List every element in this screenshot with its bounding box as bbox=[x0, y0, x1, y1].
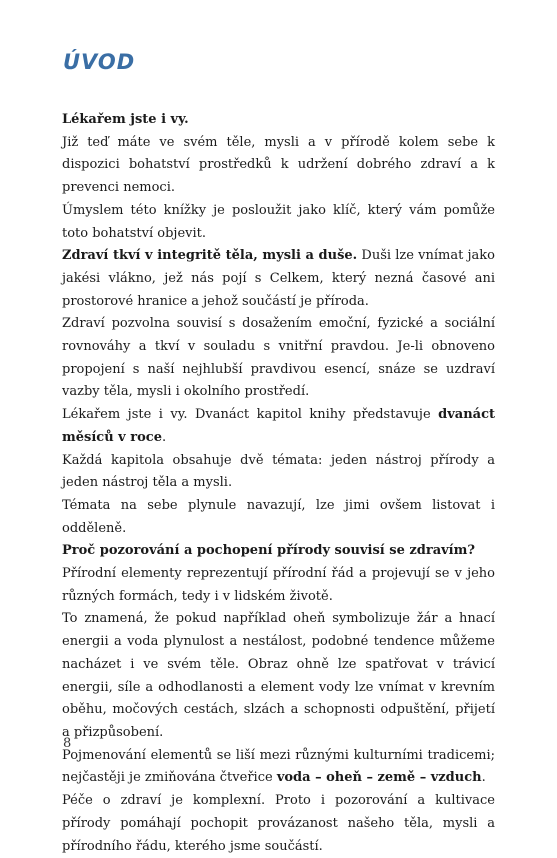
paragraph: Lékařem jste i vy. bbox=[62, 112, 189, 127]
paragraph: Již teď máte ve svém těle, mysli a v přírodě kolem sebe k dispozici bohatství prostředků k udržení dobrého zdraví a k prevenci nemoci. bbox=[62, 134, 495, 196]
paragraph: Zdraví tkví v integritě těla, mysli a duše. Duši lze vnímat jako jakési vlákno, jež nás pojí s Celkem, který nezná časové ani prostorové hranice a jehož součástí je příroda. bbox=[62, 248, 496, 309]
paragraph: Proč pozorování a pochopení přírody souvisí se zdravím? bbox=[62, 543, 475, 559]
paragraph: Pojmenování elementů se liší mezi různými kulturními tradicemi; nejčastěji je zmiňována čtveřice voda – oheň – země – vzduch. bbox=[62, 747, 495, 786]
paragraph: Každá kapitola obsahuje dvě témata: jeden nástroj přírody a jeden nástroj těla a mysli. bbox=[62, 452, 495, 491]
paragraph: Lékařem jste i vy. Dvanáct kapitol knihy představuje dvanáct měsíců v roce. bbox=[62, 407, 495, 445]
paragraph: Témata na sebe plynule navazují, lze jimi ovšem listovat i odděleně. bbox=[62, 497, 495, 536]
body-text bbox=[62, 109, 495, 858]
paragraph: Péče o zdraví je komplexní. Proto i pozorování a kultivace přírody pomáhají pochopit provázanost našeho těla, mysli a přírodního řádu, kterého jsme součástí. bbox=[62, 793, 495, 854]
paragraph: Přírodní elementy reprezentují přírodní řád a projevují se v jeho různých formách, tedy i v lidském životě. bbox=[62, 566, 495, 604]
page-number: 8 bbox=[63, 736, 72, 751]
paragraph: Zdraví pozvolna souvisí s dosažením emoční, fyzické a sociální rovnováhy a tkví v souladu s vnitřní pravdou. Je-li obnoveno propojení s naší nejhlubší pravdivou esencí, snáze se uzdraví vazby těla, mysli i okolního prostředí. bbox=[62, 316, 495, 400]
chapter-title: ÚVOD bbox=[63, 50, 136, 74]
paragraph: Úmyslem této knížky je posloužit jako klíč, který vám pomůže toto bohatství objevit. bbox=[62, 202, 495, 241]
paragraph: To znamená, že pokud například oheň symbolizuje žár a hnací energii a voda plynulost a nestálost, podobné tendence můžeme nacházet i ve svém těle. Obraz ohně lze spatřovat v trávicí energii, síle a odhodlanosti a element vody lze vnímat v krevním oběhu, močových cestách, slzách a schopnosti odpuštění, přijetí a přizpůsobení. bbox=[62, 611, 495, 740]
